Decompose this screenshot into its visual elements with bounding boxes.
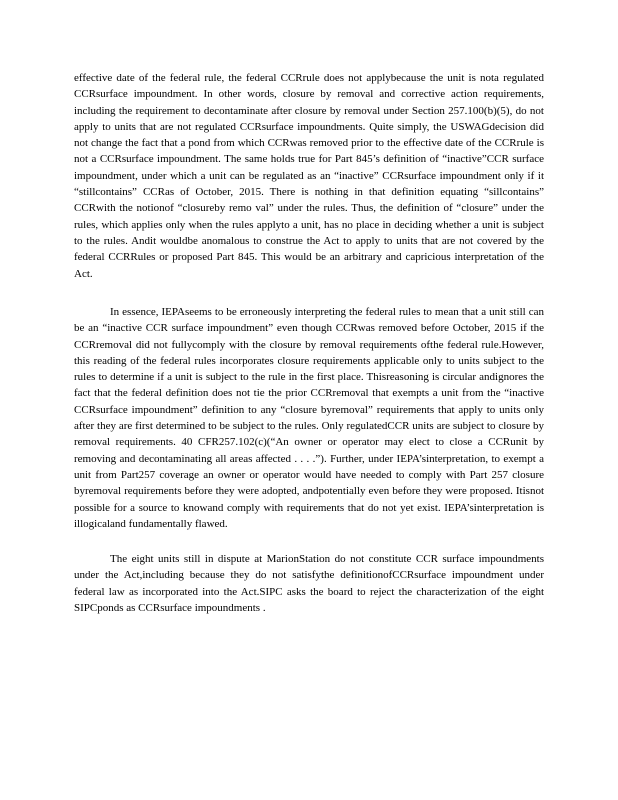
- paragraph-1-block: [74, 70, 544, 282]
- paragraph: The eight units still in dispute at MarionStation do not constitute CCR surface impoundments under the Act,including because they do not satisfythe definitionofCCRsurface impoundment under federal law as incorporated into the Act.SIPC asks the board to reject the characterization of the eight SIPCponds as CCRsurface impoundments .: [74, 553, 544, 614]
- paragraph-2-block: [74, 304, 544, 532]
- paragraph: In essence, IEPAseems to be erroneously interpreting the federal rules to mean that a unit still can be an “inactive CCR surface impoundment” even though CCRwas removed before October, 2015 if the CCRremoval did not fullycomply with the closure by removal requirements ofthe federal rule.However, this reading of the federal rules incorporates closure requirements applicable only to units subject to the rules to determine if a unit is subject to the rule in the first place. Thisreasoning is circular andignores the fact that the federal definition does not tie the prior CCRremoval that exempts a unit from the “inactive CCRsurface impoundment” definition to any “closure byremoval” requirements that apply to units only after they are first determined to be subject to the rules. Only regulatedCCR units are subject to closure by removal requirements. 40 CFR257.102(c)(“An owner or operator may elect to close a CCRunit by removing and decontaminating all areas affected . . . .”). Further, under IEPA’sinterpretation, to exempt a unit from Part257 coverage an owner or operator would have needed to comply with Part 257 closure byremoval requirements before they were adopted, andpotentially even before they were proposed. Itisnot possible for a source to knowand comply with requirements that do not yet exist. IEPA’sinterpretation is illogicaland fundamentally flawed.: [74, 306, 544, 530]
- paragraph: effective date of the federal rule, the federal CCRrule does not applybecause the unit is nota regulated CCRsurface impoundment. In other words, closure by removal and corrective action requirements, including the requirement to decontaminate after closure by removal under Section 257.100(b)(5), do not apply to units that are not regulated CCRsurface impoundments. Quite simply, the USWAGdecision did not change the fact that a pond from which CCRwas removed prior to the effective date of the CCRrule is not a CCRsurface impoundment. The same holds true for Part 845’s definition of “inactive”CCR surface impoundment, under which a unit can be regulated as an “inactive” CCRsurface impoundment only if it “stillcontains” CCRas of October, 2015. There is nothing in that definition equating “sillcontains” CCRwith the notionof “closureby remo val” under the rules. Thus, the definition of “closure” under the rules, which applies only when the rules applyto a unit, has no place in deciding whether a unit is subject to the rules. Andit wouldbe anomalous to construe the Act to apply to units that are not covered by the federal CCRRules or proposed Part 845. This would be an arbitrary and capricious interpretation of the Act.: [74, 72, 544, 280]
- paragraph-3-block: [74, 551, 544, 616]
